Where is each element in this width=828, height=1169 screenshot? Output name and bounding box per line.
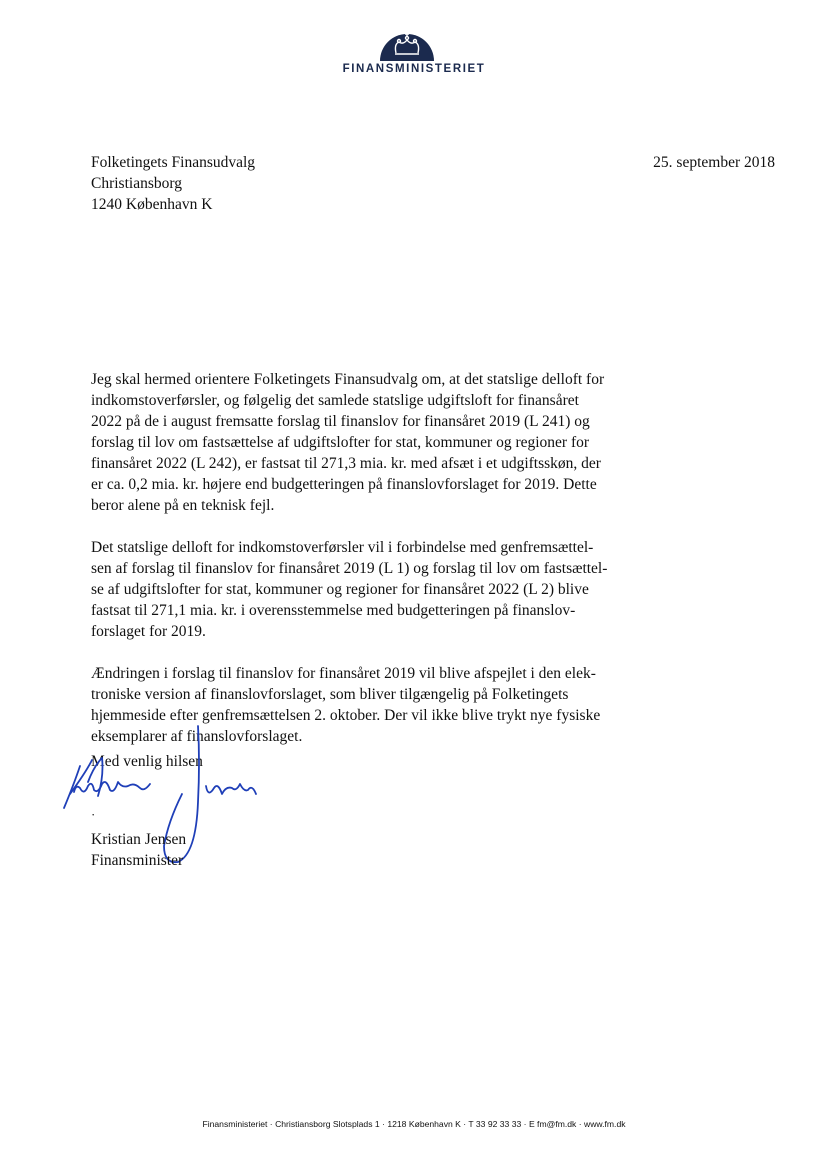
footer-item: Finansministeriet	[202, 1119, 268, 1129]
signer-name: Kristian Jensen	[91, 831, 187, 848]
text-line: eksemplarer af finanslovforslaget.	[91, 728, 303, 745]
footer-separator: ·	[379, 1119, 388, 1129]
text-line: indkomstoverførsler, og følgelig det samlede statslige udgiftsloft for finansåret	[91, 392, 579, 409]
footer-item: T 33 92 33 33	[468, 1119, 522, 1129]
text-line: Det statslige delloft for indkomstoverførsler vil i forbindelse med genfremsættel-	[91, 539, 594, 556]
footer-separator: ·	[576, 1119, 584, 1129]
text-line: troniske version af finanslovforslaget, som bliver tilgængelig på Folketingets	[91, 686, 569, 703]
text-line: sen af forslag til finanslov for finansåret 2019 (L 1) og forslag til lov om fastsættel-	[91, 560, 608, 577]
recipient-line: 1240 København K	[91, 196, 213, 213]
text-line: se af udgiftslofter for stat, kommuner og regioner for finansåret 2022 (L 2) blive	[91, 581, 589, 598]
paragraph	[91, 369, 651, 516]
footer-email-link[interactable]: E fm@fm.dk	[528, 1119, 577, 1129]
signer-title: Finansminister	[91, 852, 184, 869]
footer-item: 1218 København K	[387, 1119, 461, 1129]
recipient-address	[91, 152, 255, 215]
recipient-line: Folketingets Finansudvalg	[91, 154, 256, 171]
text-line: Ændringen i forslag til finanslov for finansåret 2019 vil blive afspejlet i den elek-	[91, 665, 596, 682]
letter-footer	[0, 1119, 828, 1129]
footer-separator: ·	[521, 1119, 529, 1129]
footer-item: Christiansborg Slotsplads 1	[275, 1119, 380, 1129]
closing-phrase: Med venlig hilsen	[91, 753, 203, 770]
text-line: forslag til lov om fastsættelse af udgiftslofter for stat, kommuner og regioner for	[91, 434, 590, 451]
org-name: FINANSMINISTERIET	[342, 63, 486, 75]
signer-block	[91, 829, 186, 871]
letter-body	[91, 369, 651, 768]
text-line: beror alene på en teknisk fejl.	[91, 497, 275, 514]
letter-date: 25. september 2018	[653, 154, 775, 171]
crown-emblem-icon	[379, 27, 435, 61]
text-line: forslaget for 2019.	[91, 623, 206, 640]
text-line: 2022 på de i august fremsatte forslag til finanslov for finansåret 2019 (L 241) og	[91, 413, 590, 430]
paragraph	[91, 537, 651, 642]
dot-mark: ·	[91, 807, 96, 822]
text-line: er ca. 0,2 mia. kr. højere end budgetteringen på finanslovforslaget for 2019. Dette	[91, 476, 597, 493]
text-line: Jeg skal hermed orientere Folketingets Finansudvalg om, at det statslige delloft for	[91, 371, 605, 388]
footer-website-link[interactable]: www.fm.dk	[583, 1119, 626, 1129]
recipient-line: Christiansborg	[91, 175, 182, 192]
text-line: finansåret 2022 (L 242), er fastsat til 271,3 mia. kr. med afsæt i et udgiftsskøn, der	[91, 455, 601, 472]
footer-separator: ·	[460, 1119, 469, 1129]
text-line: hjemmeside efter genfremsættelsen 2. oktober. Der vil ikke blive trykt nye fysiske	[91, 707, 601, 724]
footer-separator: ·	[267, 1119, 276, 1129]
text-line: fastsat til 271,1 mia. kr. i overensstemmelse med budgetteringen på finanslov-	[91, 602, 576, 619]
